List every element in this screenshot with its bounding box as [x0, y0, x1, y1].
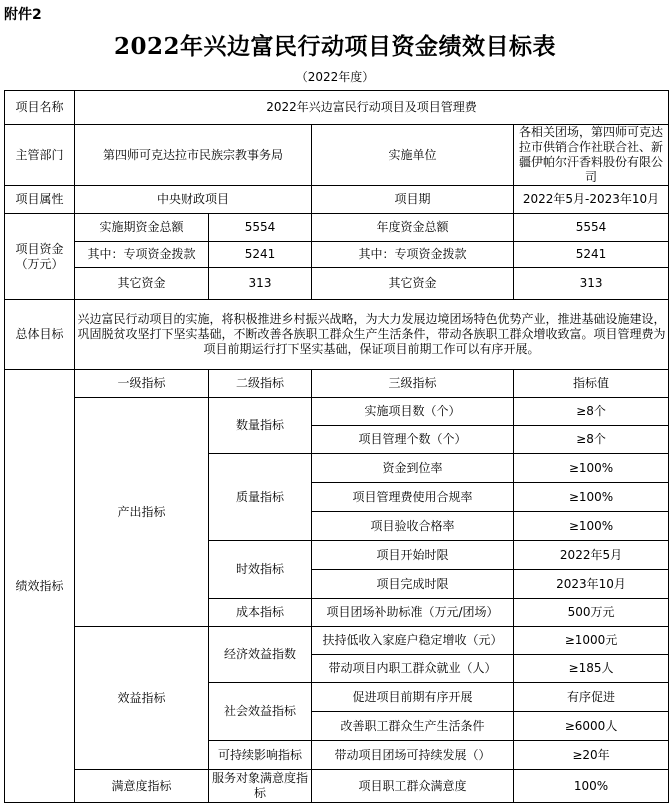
indicator-name: 项目管理费使用合规率	[312, 483, 514, 512]
funds-total-value: 5554	[209, 214, 312, 242]
funds-special-value-2: 5241	[514, 242, 669, 268]
indicator-value: 2022年5月	[514, 541, 669, 570]
row-funds-other	[5, 268, 669, 300]
row-project-name	[5, 91, 669, 125]
period-label: 项目期	[312, 186, 514, 214]
social-indicator-label: 社会效益指标	[209, 683, 312, 741]
table-row	[5, 627, 669, 655]
funds-annual-value: 5554	[514, 214, 669, 242]
funds-total-label: 实施期资金总额	[75, 214, 209, 242]
indicator-name: 实施项目数（个）	[312, 398, 514, 426]
indicator-name: 带动项目内职工群众就业（人）	[312, 655, 514, 683]
funds-other-label: 其它资金	[75, 268, 209, 300]
header-level2: 二级指标	[209, 370, 312, 398]
indicator-name: 项目开始时限	[312, 541, 514, 570]
indicator-name: 扶持低收入家庭户稳定增收（元）	[312, 627, 514, 655]
quantity-indicator-label: 数量指标	[209, 398, 312, 454]
period-value: 2022年5月-2023年10月	[514, 186, 669, 214]
funds-special-label: 其中：专项资金拨款	[75, 242, 209, 268]
funds-other-value-2: 313	[514, 268, 669, 300]
sustainable-indicator-label: 可持续影响指标	[209, 741, 312, 770]
funds-other-label-2: 其它资金	[312, 268, 514, 300]
row-overall-goal	[5, 300, 669, 370]
table-row	[5, 398, 669, 426]
indicator-name: 项目职工群众满意度	[312, 770, 514, 803]
overall-goal-label: 总体目标	[5, 300, 75, 370]
indicator-name: 项目完成时限	[312, 570, 514, 599]
indicator-name: 项目管理个数（个）	[312, 426, 514, 454]
indicator-value: 100%	[514, 770, 669, 803]
funds-other-value: 313	[209, 268, 312, 300]
benefit-indicator-label: 效益指标	[75, 627, 209, 770]
funds-label: 项目资金（万元）	[5, 214, 75, 300]
service-satisfaction-label: 服务对象满意度指标	[209, 770, 312, 803]
output-indicator-label: 产出指标	[75, 398, 209, 627]
header-value: 指标值	[514, 370, 669, 398]
indicator-name: 促进项目前期有序开展	[312, 683, 514, 712]
year-note: （2022年度）	[295, 70, 375, 84]
indicator-value: ≥100%	[514, 454, 669, 483]
performance-goal-table	[4, 90, 669, 803]
header-level1: 一级指标	[75, 370, 209, 398]
indicator-value: ≥8个	[514, 398, 669, 426]
economic-indicator-label: 经济效益指数	[209, 627, 312, 683]
indicator-value: 500万元	[514, 599, 669, 627]
property-label: 项目属性	[5, 186, 75, 214]
indicator-name: 改善职工群众生产生活条件	[312, 712, 514, 741]
quality-indicator-label: 质量指标	[209, 454, 312, 541]
project-name-value: 2022年兴边富民行动项目及项目管理费	[75, 91, 669, 125]
cost-indicator-label: 成本指标	[209, 599, 312, 627]
indicator-value: ≥185人	[514, 655, 669, 683]
indicator-name: 带动项目团场可持续发展（）	[312, 741, 514, 770]
impl-unit-label-text: 实施单位	[388, 147, 437, 162]
indicator-value: 2023年10月	[514, 570, 669, 599]
indicator-value: ≥20年	[514, 741, 669, 770]
indicator-value: ≥100%	[514, 483, 669, 512]
header-level3: 三级指标	[312, 370, 514, 398]
row-funds-total	[5, 214, 669, 242]
performance-label: 绩效指标	[5, 370, 75, 803]
department-label: 主管部门	[5, 125, 75, 186]
indicator-name: 项目团场补助标准（万元/团场）	[312, 599, 514, 627]
row-property	[5, 186, 669, 214]
attachment-label: 附件2	[4, 7, 42, 23]
row-funds-special	[5, 242, 669, 268]
indicator-value: 有序促进	[514, 683, 669, 712]
impl-unit-value: 各相关团场，第四师可克达拉市供销合作社联合社、新疆伊帕尔汗香料股份有限公司	[514, 125, 669, 186]
department-value: 第四师可克达拉市民族宗教事务局	[75, 125, 312, 186]
satisfaction-indicator-label: 满意度指标	[75, 770, 209, 803]
indicator-name: 项目验收合格率	[312, 512, 514, 541]
project-name-label: 项目名称	[5, 91, 75, 125]
impl-unit-label	[312, 125, 514, 186]
indicator-value: ≥6000人	[514, 712, 669, 741]
row-indicator-headers	[5, 370, 669, 398]
table-row	[5, 770, 669, 803]
property-value: 中央财政项目	[75, 186, 312, 214]
timeliness-indicator-label: 时效指标	[209, 541, 312, 599]
funds-annual-label: 年度资金总额	[312, 214, 514, 242]
funds-special-label-2: 其中：专项资金拨款	[312, 242, 514, 268]
page-title: 2022年兴边富民行动项目资金绩效目标表	[113, 33, 556, 60]
overall-goal-text: 兴边富民行动项目的实施，将积极推进乡村振兴战略，为大力发展边境团场特色优势产业，推进基础设施建设，巩固脱贫攻坚打下坚实基础，不断改善各族职工群众生产生活条件，带动各族职工群众增收致富。项目管理费为项目前期运行打下坚实基础，保证项目前期工作可以有序开展。	[75, 300, 669, 370]
funds-special-value: 5241	[209, 242, 312, 268]
row-department	[5, 125, 669, 186]
indicator-value: ≥1000元	[514, 627, 669, 655]
indicator-value: ≥100%	[514, 512, 669, 541]
indicator-value: ≥8个	[514, 426, 669, 454]
indicator-name: 资金到位率	[312, 454, 514, 483]
